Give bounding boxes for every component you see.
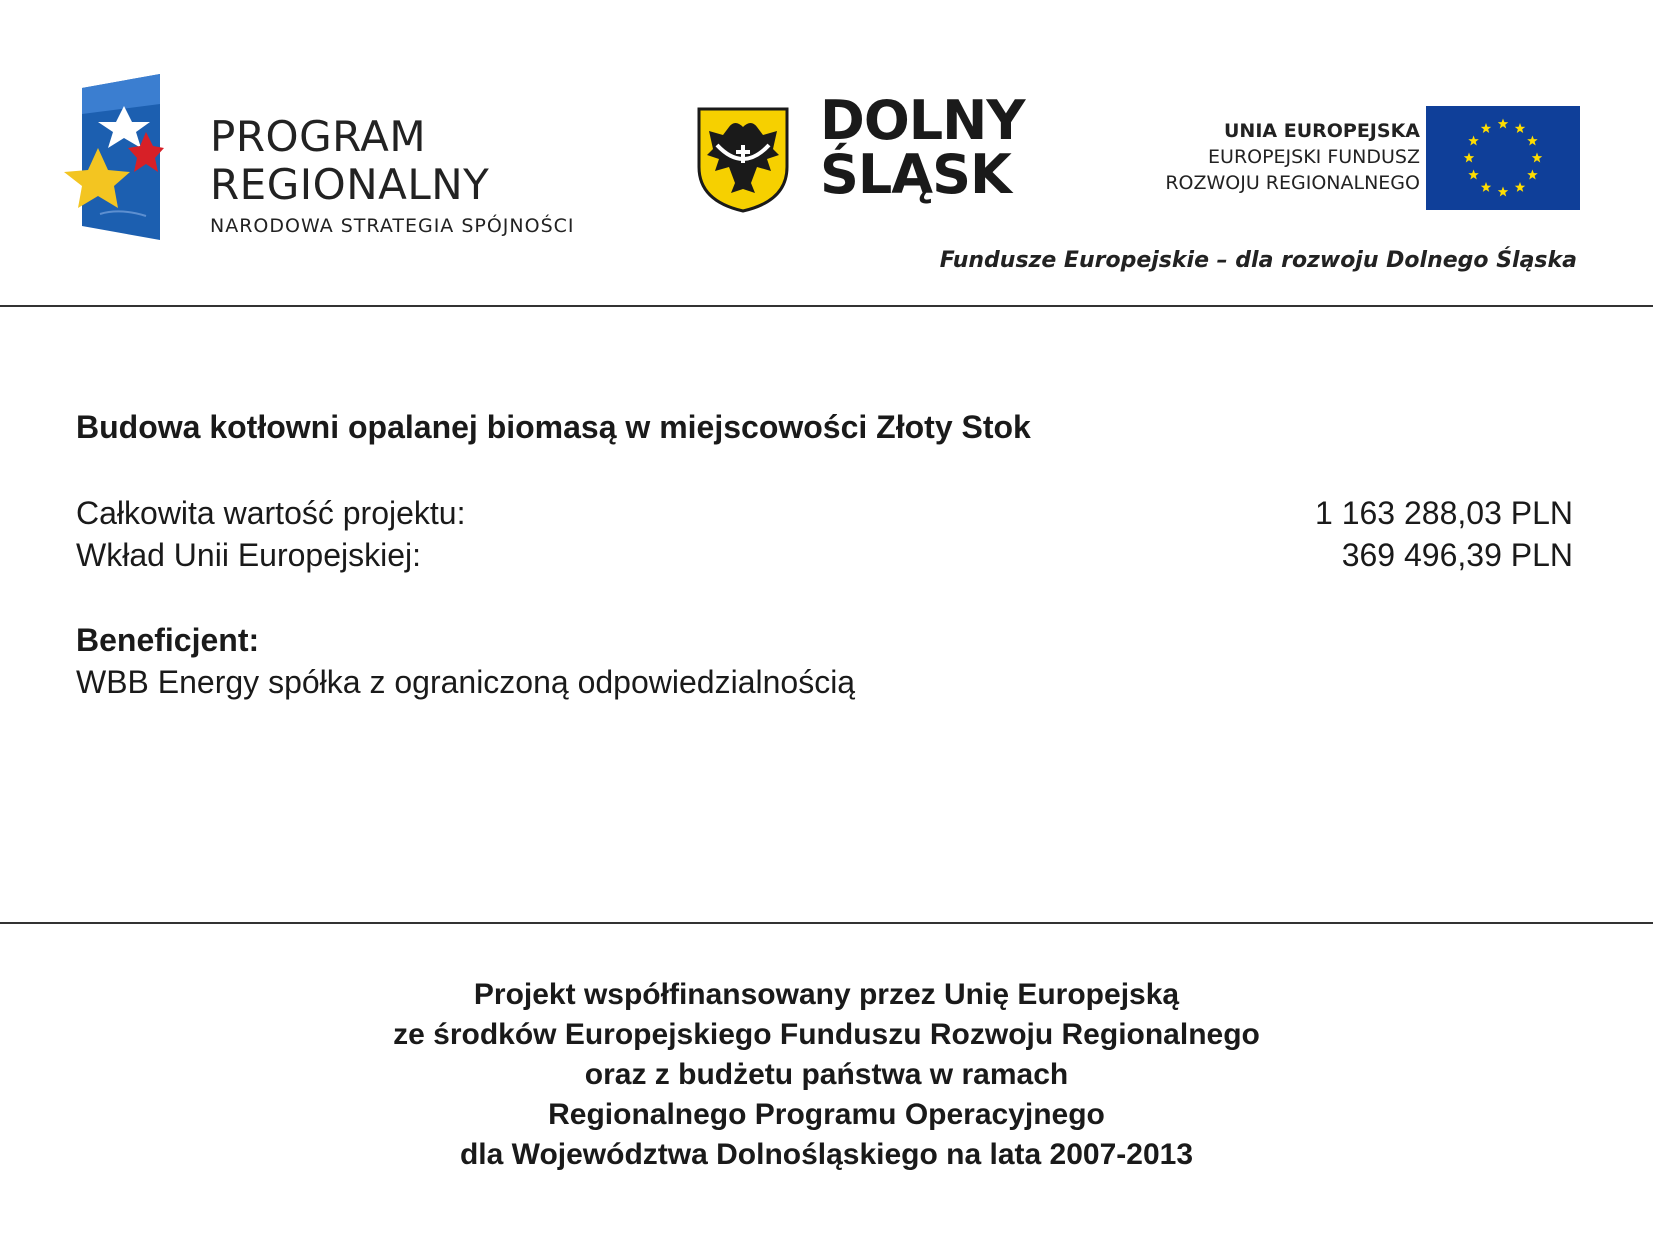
cofinancing-statement — [0, 975, 1653, 1175]
program-logo-line3: NARODOWA STRATEGIA SPÓJNOŚCI — [210, 215, 575, 237]
project-title: Budowa kotłowni opalanej biomasą w miejscowości Złoty Stok — [76, 409, 1031, 445]
region-logo-line2: ŚLĄSK — [820, 143, 1011, 206]
eu-contribution-amount: 369 496,39 PLN — [1341, 537, 1573, 573]
eu-flag-icon — [1426, 106, 1580, 210]
footer-line: Projekt współfinansowany przez Unię Europejską — [473, 978, 1180, 1011]
total-value-label: Całkowita wartość projektu: — [76, 495, 466, 531]
footer-line: ze środków Europejskiego Funduszu Rozwoju Regionalnego — [393, 1018, 1260, 1051]
program-regionalny-emblem-icon — [60, 74, 170, 244]
beneficiary-name: WBB Energy spółka z ograniczoną odpowiedzialnością — [76, 664, 856, 700]
total-value-amount: 1 163 288,03 PLN — [1315, 495, 1573, 531]
eu-logo — [1130, 106, 1580, 210]
region-logo-line1: DOLNY — [820, 89, 1025, 152]
footer-line: Regionalnego Programu Operacyjnego — [548, 1098, 1105, 1131]
eu-logo-line1: UNIA EUROPEJSKA — [1224, 120, 1420, 142]
footer-line: dla Województwa Dolnośląskiego na lata 2007-2013 — [459, 1138, 1194, 1171]
coat-of-arms-eagle-icon — [695, 105, 791, 213]
eu-logo-line3: ROZWOJU REGIONALNEGO — [1165, 172, 1420, 194]
eu-contribution-label: Wkład Unii Europejskiej: — [76, 537, 422, 573]
program-regionalny-logo — [60, 70, 620, 250]
beneficiary-label: Beneficjent: — [76, 622, 260, 658]
slogan: Fundusze Europejskie – dla rozwoju Dolnego Śląska — [939, 248, 1577, 273]
header-divider — [0, 305, 1653, 307]
footer-divider — [0, 922, 1653, 924]
program-logo-line2: REGIONALNY — [210, 160, 490, 209]
footer-line: oraz z budżetu państwa w ramach — [584, 1058, 1069, 1091]
program-logo-line1: PROGRAM — [210, 112, 427, 161]
dolny-slask-logo — [695, 89, 1035, 220]
eu-logo-line2: EUROPEJSKI FUNDUSZ — [1208, 146, 1420, 168]
